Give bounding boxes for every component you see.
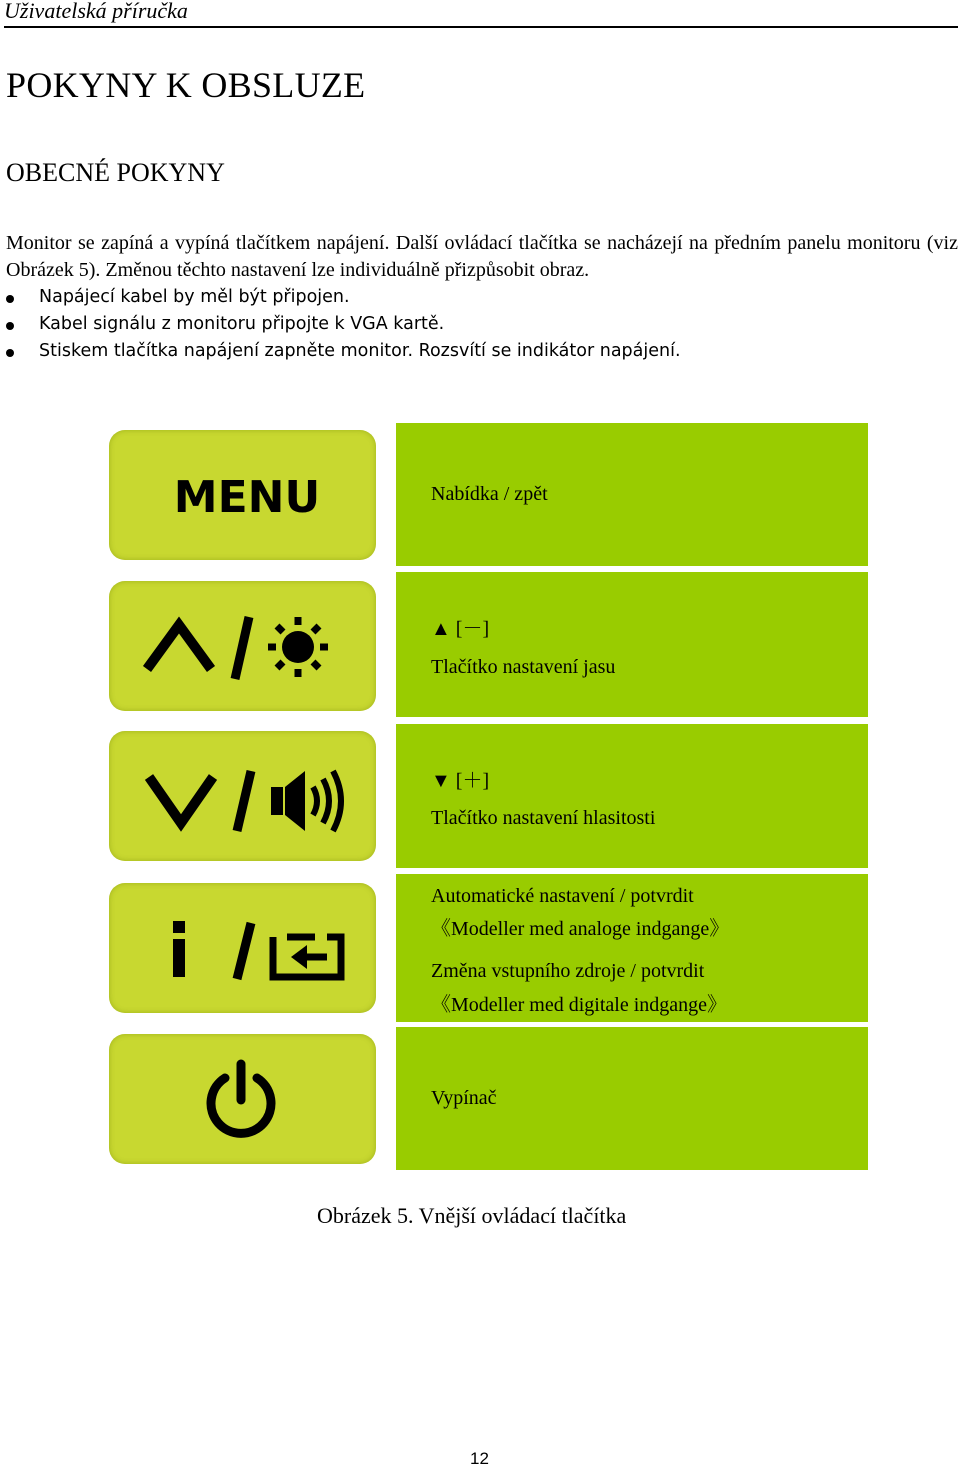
analog-models-note: 《Modeller med analoge indgange》 <box>431 918 730 940</box>
sun-icon <box>268 617 328 677</box>
volume-description-panel <box>396 724 868 868</box>
auto-input-button-illustration <box>109 883 376 1013</box>
volume-key-symbol: ▼ [＋] <box>431 770 490 792</box>
section-title: OBECNÉ POKYNY <box>6 158 225 187</box>
power-icon <box>109 1034 376 1164</box>
power-description-panel <box>396 1027 868 1170</box>
down-volume-icon <box>109 731 376 861</box>
running-header <box>4 0 958 28</box>
figure-caption: Obrázek 5. Vnější ovládací tlačítka <box>317 1203 627 1228</box>
instruction-list <box>6 284 936 365</box>
digital-models-note: 《Modeller med digitale indgange》 <box>431 994 728 1016</box>
power-button-illustration <box>109 1034 376 1164</box>
speaker-icon <box>271 771 341 831</box>
power-description: Vypínač <box>431 1087 497 1109</box>
brightness-description: Tlačítko nastavení jasu <box>431 656 616 678</box>
input-source-icon <box>273 937 341 977</box>
menu-description-panel <box>396 423 868 566</box>
auto-input-description-panel <box>396 874 868 1022</box>
menu-button-label: MENU <box>173 472 321 523</box>
menu-button-illustration <box>109 430 376 560</box>
header-title: Uživatelská příručka <box>4 0 188 23</box>
volume-description: Tlačítko nastavení hlasitosti <box>431 807 656 829</box>
list-item: Napájecí kabel by měl být připojen. <box>6 284 936 311</box>
input-source-description: Změna vstupního zdroje / potvrdit <box>431 960 705 982</box>
intro-paragraph: Monitor se zapíná a vypíná tlačítkem napájení. Další ovládací tlačítka se nacházejí na předním panelu monitoru (viz Obrázek 5). Změnou těchto nastavení lze individuálně přizpůsobit obraz. <box>6 232 958 281</box>
volume-button-illustration <box>109 731 376 861</box>
menu-description: Nabídka / zpět <box>431 483 548 505</box>
list-item: Stiskem tlačítka napájení zapněte monitor. Rozsvítí se indikátor napájení. <box>6 338 936 365</box>
page-title: POKYNY K OBSLUZE <box>6 65 366 105</box>
brightness-description-panel <box>396 572 868 717</box>
auto-adjust-description: Automatické nastavení / potvrdit <box>431 885 694 907</box>
menu-label-icon <box>109 430 376 560</box>
brightness-key-symbol: ▲ [－] <box>431 618 490 640</box>
page-number: 12 <box>470 1449 489 1468</box>
list-item: Kabel signálu z monitoru připojte k VGA kartě. <box>6 311 936 338</box>
up-brightness-icon <box>109 581 376 711</box>
brightness-button-illustration <box>109 581 376 711</box>
info-input-icon <box>109 883 376 1013</box>
